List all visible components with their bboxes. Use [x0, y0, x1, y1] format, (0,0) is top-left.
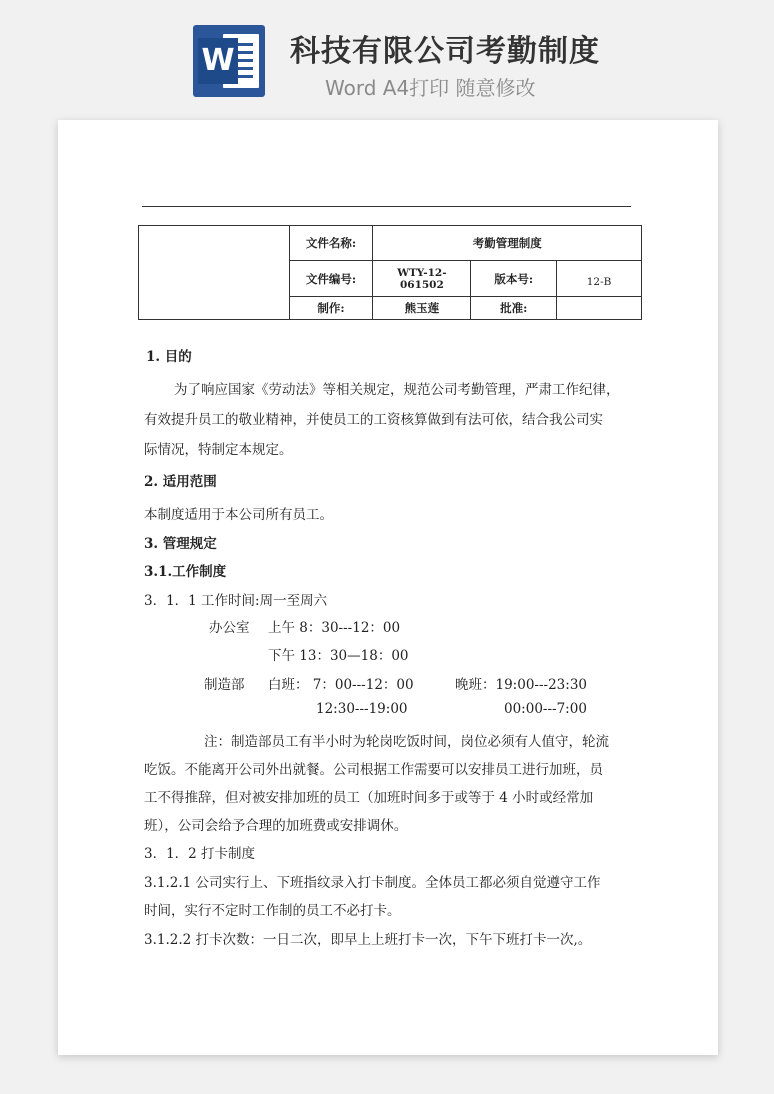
section-1-para-line-3: 际情况，特制定本规定。 — [144, 442, 293, 458]
note-line-3: 工不得推辞，但对被安排加班的员工（加班时间多于或等于 4 小时或经常加 — [144, 790, 594, 806]
note-line-2: 吃饭。不能离开公司外出就餐。公司根据工作需要可以安排员工进行加班，员 — [144, 762, 603, 778]
header-rule — [142, 206, 631, 207]
section-3-1-2-2: 3.1.2.2 打卡次数：一日二次，即早上上班打卡一次，下午下班打卡一次,。 — [144, 932, 592, 948]
section-2-para: 本制度适用于本公司所有员工。 — [144, 507, 333, 523]
doc-name-label: 文件名称: — [289, 226, 373, 261]
section-1-para-line-1: 为了响应国家《劳动法》等相关规定，规范公司考勤管理，严肃工作纪律， — [174, 382, 620, 398]
mfg-night-shift-1: 晚班：19:00---23:30 — [455, 677, 587, 693]
approve-label: 批准: — [471, 297, 557, 320]
note-line-4: 班），公司会给予合理的加班费或安排调休。 — [144, 818, 408, 834]
office-pm-hours: 下午 13：30—18：00 — [268, 648, 409, 664]
section-3-title: 3. 管理规定 — [144, 536, 217, 552]
section-3-1-2-1-line-1: 3.1.2.1 公司实行上、下班指纹录入打卡制度。全体员工都必须自觉遵守工作 — [144, 875, 601, 891]
document-page — [58, 120, 718, 1055]
mfg-day-shift-2: 12:30---19:00 — [316, 701, 408, 717]
banner — [0, 0, 774, 118]
section-1-title: 1. 目的 — [146, 349, 192, 365]
section-1-para-line-2: 有效提升员工的敬业精神，并使员工的工资核算做到有法可依，结合我公司实 — [144, 412, 603, 428]
doc-name-value: 考勤管理制度 — [373, 226, 642, 261]
mfg-day-shift-1: 白班： 7：00---12：00 — [268, 677, 414, 693]
note-line-1: 注：制造部员工有半小时为轮岗吃饭时间，岗位必须有人值守，轮流 — [204, 734, 609, 750]
doc-no-value: WTY-12-061502 — [373, 261, 471, 297]
banner-subtitle: Word A4打印 随意修改 — [325, 76, 536, 100]
office-label: 办公室 — [209, 620, 250, 636]
word-icon-letter: W — [198, 38, 238, 84]
approve-value — [557, 297, 642, 320]
document-meta-table — [138, 225, 642, 320]
word-icon — [193, 25, 265, 97]
author-value: 熊玉莲 — [373, 297, 471, 320]
banner-title: 科技有限公司考勤制度 — [290, 34, 600, 69]
version-label: 版本号: — [471, 261, 557, 297]
office-am-hours: 上午 8：30---12：00 — [268, 620, 401, 636]
section-3-1-1-title: 3．1．1 工作时间:周一至周六 — [144, 593, 328, 609]
logo-cell — [139, 226, 290, 320]
section-2-title: 2. 适用范围 — [144, 474, 217, 490]
version-value: 12-B — [557, 261, 642, 297]
section-3-1-2-title: 3．1．2 打卡制度 — [144, 846, 256, 862]
section-3-1-title: 3.1.工作制度 — [144, 564, 227, 580]
mfg-night-shift-2: 00:00---7:00 — [504, 701, 587, 717]
mfg-label: 制造部 — [204, 677, 245, 693]
author-label: 制作: — [289, 297, 373, 320]
section-3-1-2-1-line-2: 时间，实行不定时工作制的员工不必打卡。 — [144, 903, 401, 919]
doc-no-label: 文件编号: — [289, 261, 373, 297]
